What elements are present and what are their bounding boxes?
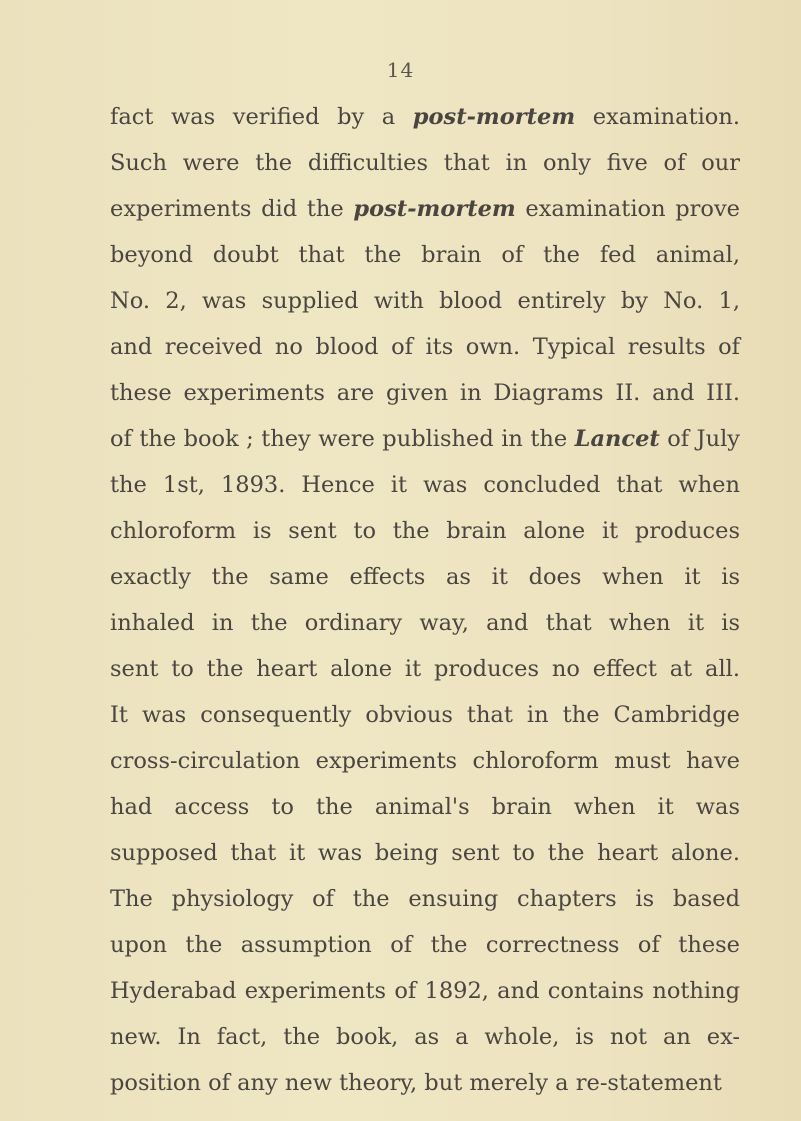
text-line: exactly the same effects as it does when it is — [110, 564, 740, 590]
page-number: 14 — [386, 58, 415, 82]
text-line: these experiments are given in Diagrams II. and III. — [110, 380, 740, 406]
text-line: inhaled in the ordinary way, and that when it is — [110, 610, 740, 636]
text-line: beyond doubt that the brain of the fed animal, — [110, 242, 740, 268]
text-line: upon the assumption of the correctness of these — [110, 932, 740, 958]
text-line: supposed that it was being sent to the heart alone. — [110, 840, 740, 866]
text-line: No. 2, was supplied with blood entirely by No. 1, — [110, 288, 740, 314]
text-line: position of any new theory, but merely a re-statement — [110, 1070, 722, 1096]
text-line: chloroform is sent to the brain alone it produces — [110, 518, 740, 544]
text-line: and received no blood of its own. Typical results of — [110, 334, 740, 360]
text-line: had access to the animal's brain when it was — [110, 794, 740, 820]
text-line: fact was verified by a post-mortem examination. — [110, 104, 740, 130]
text-line: The physiology of the ensuing chapters is based — [110, 886, 740, 912]
text-line: the 1st, 1893. Hence it was concluded that when — [110, 472, 740, 498]
text-line: sent to the heart alone it produces no effect at all. — [110, 656, 740, 682]
text-line: It was consequently obvious that in the Cambridge — [110, 702, 740, 728]
text-line: experiments did the post-mortem examination prove — [110, 196, 740, 222]
text-line: of the book ; they were published in the Lancet of July — [110, 426, 740, 452]
text-line: Such were the difficulties that in only five of our — [110, 150, 740, 176]
text-line: Hyderabad experiments of 1892, and contains nothing — [110, 978, 740, 1004]
text-line: new. In fact, the book, as a whole, is not an ex- — [110, 1024, 740, 1050]
text-line: cross-circulation experiments chloroform must have — [110, 748, 740, 774]
